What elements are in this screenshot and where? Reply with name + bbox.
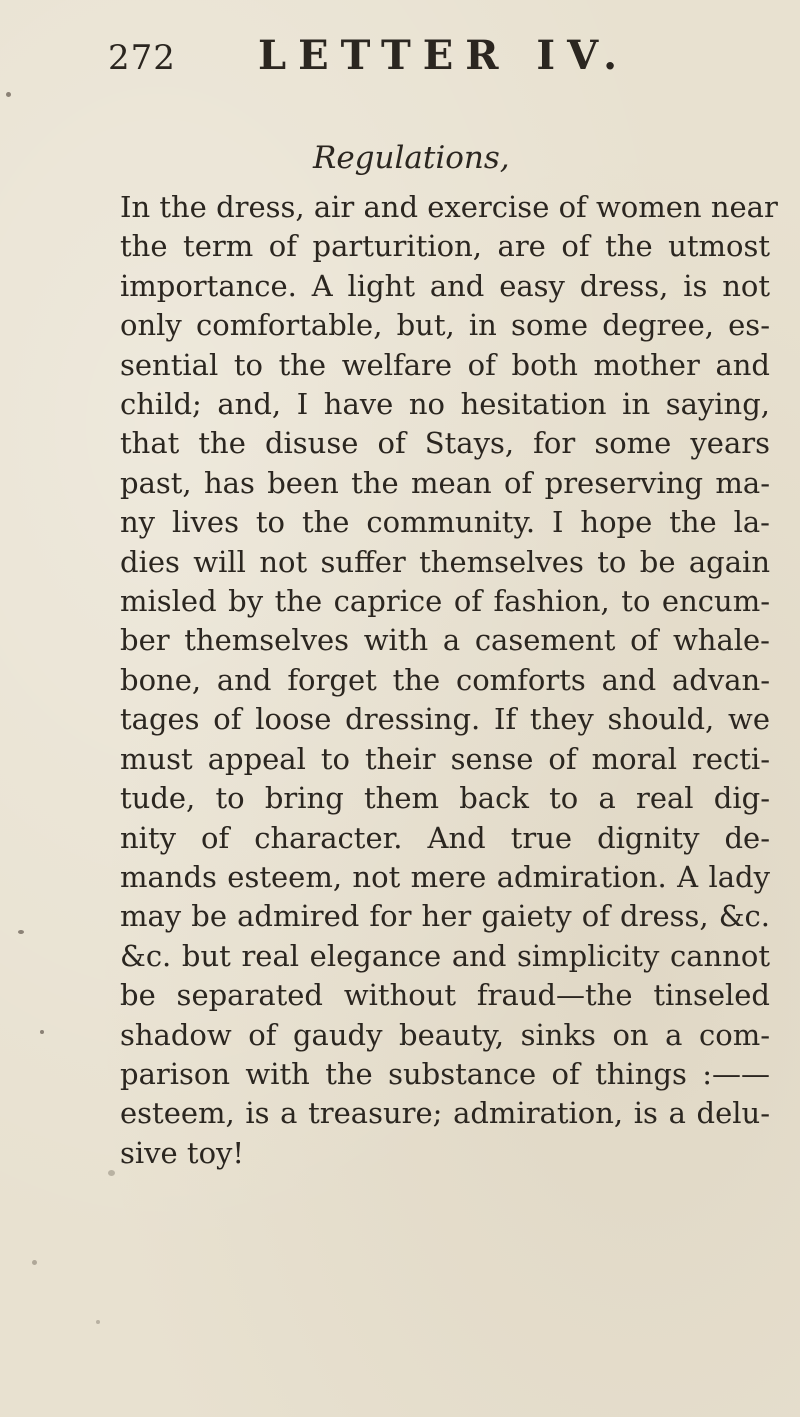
text-line: sive toy! — [120, 1135, 245, 1170]
body-text — [120, 188, 778, 1173]
text-line: tages of loose dressing. If they should, we — [120, 702, 770, 737]
running-title: LETTER IV. — [258, 32, 630, 79]
text-line: must appeal to their sense of moral recti- — [120, 741, 770, 776]
text-line: child; and, I have no hesitation in saying, — [120, 387, 770, 422]
paper-speck — [40, 1030, 44, 1034]
text-line: shadow of gaudy beauty, sinks on a com- — [120, 1017, 770, 1052]
text-line: ber themselves with a casement of whale- — [120, 623, 770, 658]
page-header — [108, 28, 748, 88]
text-line: past, has been the mean of preserving ma- — [120, 465, 770, 500]
text-line: dies will not suffer themselves to be again — [120, 544, 770, 579]
text-line: only comfortable, but, in some degree, es- — [120, 308, 770, 343]
paper-speck — [96, 1320, 100, 1324]
text-line: tude, to bring them back to a real dig- — [120, 781, 770, 816]
text-line: may be admired for her gaiety of dress, &c. — [120, 899, 770, 934]
text-line: be separated without fraud—the tinseled — [120, 978, 770, 1013]
text-line: &c. but real elegance and simplicity cannot — [120, 938, 770, 973]
paper-speck — [18, 930, 24, 934]
section-title: Regulations, — [313, 140, 510, 176]
text-line: nity of character. And true dignity de- — [120, 820, 770, 855]
text-line: ny lives to the community. I hope the la- — [120, 505, 770, 540]
text-line: mands esteem, not mere admiration. A lady — [120, 859, 770, 894]
text-line: esteem, is a treasure; admiration, is a delu- — [120, 1096, 770, 1131]
text-line: that the disuse of Stays, for some years — [120, 426, 770, 461]
paper-speck — [32, 1260, 37, 1265]
paper-speck — [108, 1170, 115, 1176]
page-number: 272 — [108, 38, 176, 78]
text-line: the term of parturition, are of the utmost — [120, 229, 770, 264]
text-line: importance. A light and easy dress, is not — [120, 268, 770, 303]
text-line: In the dress, air and exercise of women near — [120, 190, 778, 224]
text-line: parison with the substance of things :—— — [120, 1056, 770, 1091]
paper-speck — [6, 92, 11, 97]
text-line: bone, and forget the comforts and advan- — [120, 662, 770, 697]
text-line: sential to the welfare of both mother and — [120, 347, 770, 382]
text-line: misled by the caprice of fashion, to encum- — [120, 584, 770, 619]
